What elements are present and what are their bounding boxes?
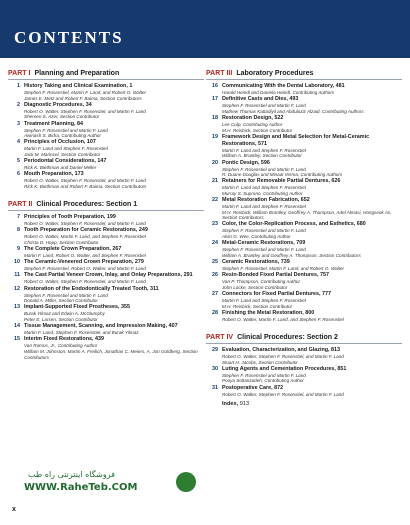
chapter-number: 22	[212, 197, 218, 204]
watermark	[0, 470, 205, 518]
chapter-entry[interactable]	[206, 96, 402, 114]
chapter-authors: Awinash S. Bidra, Contributing Author	[24, 133, 101, 139]
chapter-entry[interactable]	[8, 158, 204, 171]
chapter-entry[interactable]	[206, 134, 402, 159]
chapter-number: 5	[17, 158, 20, 165]
left-column	[8, 68, 204, 361]
chapter-authors: Stephen F. Rosenstiel and Martin F. Land	[24, 292, 108, 298]
chapter-entry[interactable]	[206, 310, 402, 323]
chapter-entry[interactable]	[8, 304, 204, 322]
chapter-authors: M.H. Reisbick, William Brantley, Geoffrey A. Thompson, Adel Almasi, Hongseok An, Section Contributors	[222, 209, 392, 221]
part-number: PART IV	[206, 333, 234, 341]
chapter-title: Framework Design and Metal Selection for Metal-Ceramic Restorations, 571	[222, 133, 370, 147]
chapter-authors: M.H. Reisbick, Section Contributor	[222, 303, 293, 309]
chapter-entry[interactable]	[206, 240, 402, 258]
part-spacer	[206, 323, 402, 332]
chapter-entry[interactable]	[206, 115, 402, 133]
part-heading	[206, 332, 402, 344]
chapter-authors: Stephen F. Rosenstiel and Martin F. Land	[24, 127, 108, 133]
chapter-authors: Rick K. Biethman and Daniel Meller	[24, 165, 97, 171]
chapter-entry[interactable]	[206, 197, 402, 221]
chapter-title: Ceramic Restorations, 739	[222, 259, 290, 266]
chapter-title: Luting Agents and Cementation Procedures, 851	[222, 365, 347, 372]
chapter-number: 2	[17, 101, 20, 108]
chapter-number: 17	[212, 96, 218, 103]
chapter-entry[interactable]	[206, 347, 402, 365]
chapter-number: 1	[17, 83, 20, 89]
chapter-authors: Stephen F. Rosenstiel and Martin F. Land	[222, 166, 306, 172]
chapter-number: 13	[14, 304, 20, 311]
index-entry[interactable]	[206, 400, 402, 408]
chapter-authors: Robert O. Walter, Stephen F. Rosenstiel, and Martin F. Land	[24, 279, 146, 285]
chapter-number: 20	[212, 159, 218, 166]
chapter-title: History Taking and Clinical Examination, 1	[24, 83, 133, 89]
chapter-authors: Alvin G. Wee, Contributing Author	[222, 234, 291, 240]
chapter-title: Evaluation, Characterization, and Glazing, 813	[222, 346, 341, 353]
chapter-title: Metal Restoration Fabrication, 652	[222, 197, 310, 204]
chapter-entry[interactable]	[8, 227, 204, 245]
chapter-authors: William A. Brantley and Geoffrey A. Thompson, Section Contributors	[222, 252, 361, 258]
chapter-authors: Stephen F. Rosenstiel and Martin F. Land	[222, 372, 306, 378]
chapter-number: 8	[17, 227, 20, 234]
chapter-number: 21	[212, 178, 218, 185]
chapter-number: 28	[212, 309, 218, 316]
chapter-title: Resin-Bonded Fixed Partial Dentures, 757	[222, 272, 329, 279]
chapter-authors: Martin F. Land and Stephen F. Rosenstiel	[222, 298, 306, 303]
chapter-authors: Martin F. Land, Stephen F. Rosenstiel, and Burak Yilmaz	[24, 330, 139, 336]
contents-banner	[0, 0, 410, 58]
part-number: PART III	[206, 70, 233, 77]
chapter-authors: Burak Yilmaz and Edwin A. McGlumphy	[24, 311, 105, 317]
chapter-title: Principles of Occlusion, 107	[24, 139, 96, 146]
chapter-authors: Robert O. Walter, Stephen F. Rosenstiel, and Martin F. Land	[24, 221, 146, 227]
page-title: CONTENTS	[14, 28, 124, 47]
chapter-number: 16	[212, 83, 218, 89]
chapter-title: Restoration Design, 522	[222, 114, 284, 121]
chapter-authors: Robert O. Walter, Stephen F. Rosenstiel, and Martin F. Land	[24, 178, 146, 184]
chapter-entry[interactable]	[206, 178, 402, 196]
chapter-authors: Robert O. Walter, Martin F. Land, and Stephen F. Rosenstiel	[222, 316, 344, 322]
chapter-authors: R. Duane Douglas and Minaal Verma, Contributing Authors	[222, 172, 343, 178]
chapter-authors: Peter E. Larsen, Section Contributor	[24, 317, 98, 322]
chapter-entry[interactable]	[8, 246, 204, 259]
chapter-authors: William A. Brantley, Section Contributor	[222, 153, 302, 159]
watermark-url: WWW.RahеTeb.COM	[24, 482, 138, 493]
chapter-title: Restoration of the Endodontically Treated Tooth, 311	[24, 285, 159, 292]
chapter-authors: Christa D. Hopp, Section Contributor	[24, 239, 99, 245]
chapter-number: 24	[212, 240, 218, 247]
chapter-authors: Martin F. Land, Robert O. Walter, and Stephen F. Rosenstiel	[24, 253, 146, 259]
part-title: Planning and Preparation	[34, 70, 120, 77]
chapter-authors: William M. Johnston, Martin A. Freilich, Jonathan C. Meiers, A. Jon Goldberg, Section Contributors	[24, 348, 198, 360]
chapter-entry[interactable]	[206, 160, 402, 178]
chapter-entry[interactable]	[8, 139, 204, 157]
chapter-number: 25	[212, 259, 218, 266]
chapter-title: Color, the Color-Replication Process, and Esthetics, 680	[222, 221, 366, 228]
chapter-authors: Murray S. Suprono, Contributing Author	[222, 190, 303, 196]
chapter-title: Implant-Supported Fixed Prostheses, 355	[24, 304, 131, 311]
chapter-authors: Stephen F. Rosenstiel and Martin F. Land	[222, 103, 306, 109]
chapter-authors: Martin F. Land and Stephen F. Rosenstiel	[222, 147, 306, 153]
chapter-authors: Robert O. Walter, Stephen F. Rosenstiel, and Martin F. Land	[222, 391, 344, 397]
chapter-authors: Robert O. Walter, Martin F. Land, and Stephen F. Rosenstiel	[24, 234, 146, 240]
chapter-entry[interactable]	[206, 83, 402, 96]
chapter-authors: Shereen S. Azer, Section Contributor	[24, 114, 100, 120]
chapter-authors: Stephen F. Rosenstiel, Robert O. Walter, and Martin F. Land	[24, 266, 146, 272]
chapter-title: Postoperative Care, 872	[222, 384, 284, 391]
watermark-persian-text: فروشگاه اینترنتی راه طب	[28, 470, 115, 479]
chapter-number: 27	[212, 291, 218, 297]
chapter-title: Tissue Management, Scanning, and Impression Making, 407	[24, 323, 178, 330]
chapter-authors: James E. Metz and Robert F. Baima, Section Contributors	[24, 95, 142, 101]
chapter-entry[interactable]	[8, 272, 204, 285]
chapter-authors: Stephen F. Rosenstiel and Martin F. Land	[222, 228, 306, 234]
chapter-title: Diagnostic Procedures, 34	[24, 101, 92, 108]
chapter-number: 6	[17, 171, 20, 178]
part-heading	[8, 199, 204, 211]
right-column	[206, 68, 402, 408]
part-heading	[206, 68, 402, 80]
chapter-entry[interactable]	[8, 259, 204, 272]
index-label: Index,	[222, 401, 239, 408]
chapter-title: Finishing the Metal Restoration, 800	[222, 309, 315, 316]
part-spacer	[8, 190, 204, 199]
chapter-number: 9	[17, 246, 20, 253]
part-title: Laboratory Procedures	[236, 70, 314, 77]
chapter-number: 14	[14, 323, 20, 330]
chapter-title: Treatment Planning, 84	[24, 120, 84, 127]
chapter-entry[interactable]	[206, 221, 402, 239]
chapter-title: Principles of Tooth Preparation, 199	[24, 214, 116, 221]
chapter-title: The Cast Partial Veneer Crown, Inlay, and Onlay Preparations, 291	[24, 272, 193, 279]
chapter-title: Connectors for Fixed Partial Dentures, 777	[222, 291, 332, 297]
chapter-number: 23	[212, 221, 218, 228]
chapter-title: Tooth Preparation for Ceramic Restorations, 249	[24, 227, 148, 234]
chapter-entry[interactable]	[8, 121, 204, 139]
page-number: x	[12, 506, 16, 513]
chapter-entry[interactable]	[206, 366, 402, 384]
chapter-authors: M.H. Reisbick, Section Contributor	[222, 127, 293, 133]
chapter-entry[interactable]	[8, 171, 204, 189]
chapter-authors: Martin F. Land and Stephen F. Rosenstiel	[222, 204, 306, 210]
chapter-title: Retainers for Removable Partial Dentures, 626	[222, 178, 341, 185]
chapter-title: Mouth Preparation, 173	[24, 171, 84, 178]
chapter-authors: Donald A. Miller, Section Contributor	[24, 298, 98, 304]
index-page: 913	[239, 401, 250, 408]
chapter-authors: Lee Culp, Contributing Author	[222, 121, 283, 127]
part-title: Clinical Procedures: Section 2	[237, 333, 338, 341]
part-number: PART II	[8, 201, 33, 209]
chapter-entry[interactable]	[206, 259, 402, 272]
chapter-entry[interactable]	[8, 102, 204, 120]
chapter-entry[interactable]	[8, 83, 204, 101]
chapter-authors: Van Ramos, Jr., Contributing Author	[24, 343, 98, 349]
chapter-entry[interactable]	[206, 272, 402, 290]
watermark-logo-icon	[176, 472, 196, 492]
part-heading	[8, 68, 204, 80]
chapter-title: Communicating With the Dental Laboratory, 481	[222, 83, 345, 89]
chapter-authors: Harald Heindl and Daniela Heindl, Contributing Authors	[222, 90, 335, 95]
chapter-number: 30	[212, 365, 218, 372]
chapter-number: 3	[17, 120, 20, 127]
chapter-authors: Stephen F. Rosenstiel, Martin F. Land, and Robert O. Walter	[24, 90, 147, 95]
chapter-number: 19	[212, 133, 218, 140]
chapter-authors: Rick K. Biethman and Robert F. Baima, Section Contributors	[24, 183, 147, 189]
chapter-authors: Pooya Soltanzadeh, Contributing Author	[222, 378, 304, 384]
chapter-authors: Stephen F. Rosenstiel and Martin F. Land	[222, 247, 306, 253]
chapter-number: 11	[14, 272, 20, 279]
chapter-authors: Van P. Thompson, Contributing Author	[222, 279, 300, 285]
chapter-title: The Complete Crown Preparation, 267	[24, 246, 122, 253]
chapter-authors: John Locke, Section Contributor	[222, 284, 288, 290]
chapter-entry[interactable]	[206, 385, 402, 398]
chapter-authors: Robert O. Walter, Stephen F. Rosenstiel, and Martin F. Land	[24, 108, 146, 114]
chapter-authors: Martin F. Land and Stephen F. Rosenstiel	[222, 185, 306, 191]
chapter-title: Interim Fixed Restorations, 439	[24, 336, 104, 343]
chapter-authors: Jack M. Marincel, Section Contributor	[24, 151, 101, 157]
chapter-number: 4	[17, 139, 20, 146]
chapter-number: 10	[14, 259, 20, 266]
chapter-entry[interactable]	[8, 286, 204, 304]
chapter-number: 29	[212, 346, 218, 353]
chapter-entry[interactable]	[8, 323, 204, 336]
chapter-title: Metal-Ceramic Restorations, 709	[222, 240, 306, 247]
part-number: PART I	[8, 70, 31, 77]
chapter-number: 12	[14, 285, 20, 292]
chapter-entry[interactable]	[206, 291, 402, 309]
chapter-title: Definitive Casts and Dies, 493	[222, 96, 299, 103]
chapter-entry[interactable]	[8, 214, 204, 227]
chapter-number: 18	[212, 114, 218, 121]
chapter-number: 15	[14, 336, 20, 343]
chapter-number: 7	[17, 214, 20, 221]
part-title: Clinical Procedures: Section 1	[36, 201, 138, 209]
chapter-title: The Ceramic-Veneered Crown Preparation, 279	[24, 259, 144, 266]
chapter-authors: Robert O. Walter, Stephen F. Rosenstiel, and Martin F. Land	[222, 353, 344, 359]
chapter-title: Pontic Design, 596	[222, 159, 270, 166]
chapter-authors: Martin F. Land and Stephen F. Rosenstiel	[24, 146, 108, 152]
chapter-title: Periodontal Considerations, 147	[24, 158, 107, 165]
chapter-authors: Mathew Thomas Kattadiyil and Abdulaziz Alzaid, Contributing Authors	[222, 108, 364, 114]
chapter-authors: Stuart H. Jacobs, Section Contributor	[222, 359, 298, 365]
chapter-entry[interactable]	[8, 336, 204, 360]
chapter-number: 26	[212, 272, 218, 279]
chapter-authors: Stephen F. Rosenstiel, Martin F. Land, and Robert O. Walter	[222, 266, 345, 272]
chapter-number: 31	[212, 384, 218, 391]
